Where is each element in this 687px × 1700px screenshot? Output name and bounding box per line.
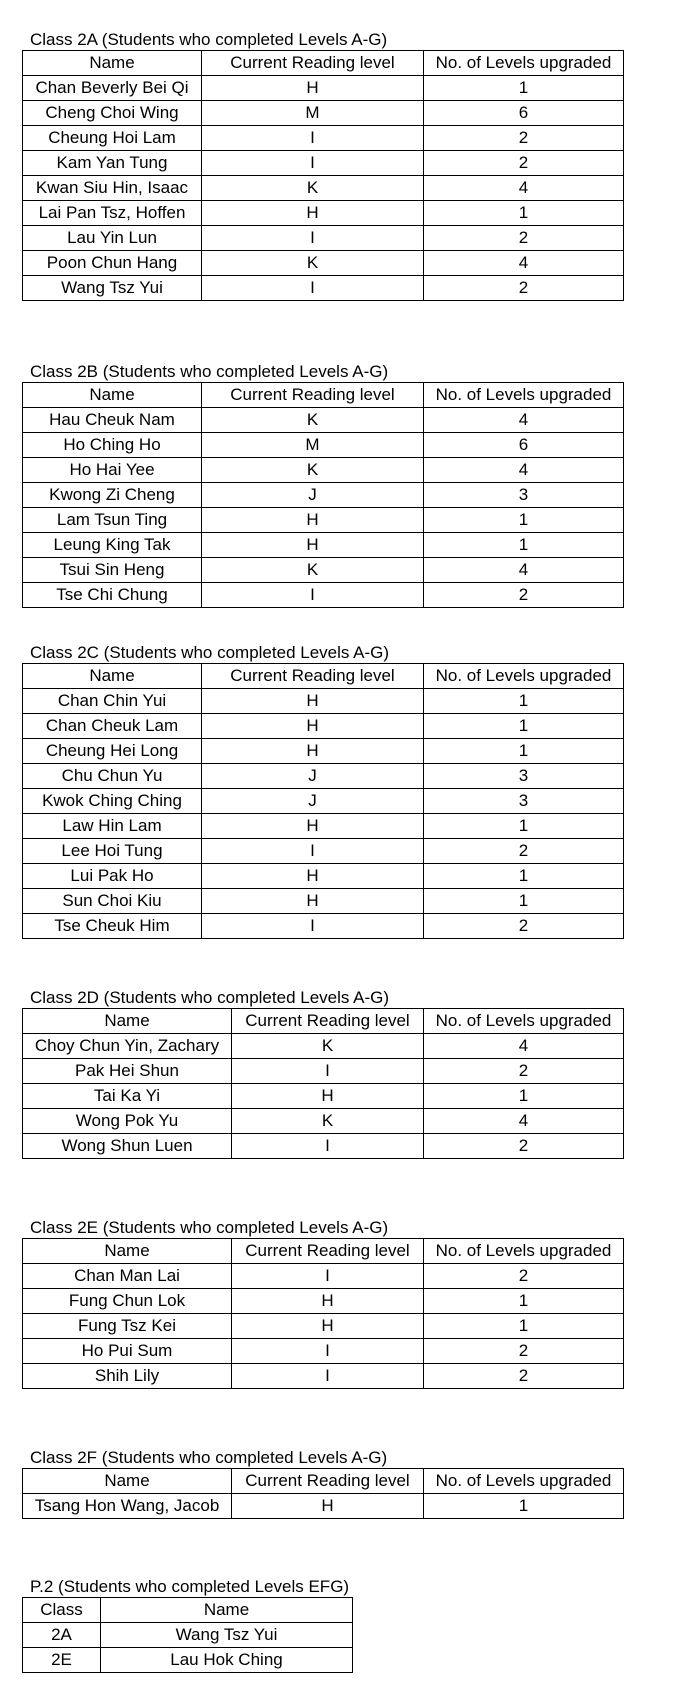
levels-upgraded: 2 — [424, 1134, 624, 1159]
reading-level: I — [232, 1339, 424, 1364]
class-section — [22, 643, 624, 939]
student-name: Lam Tsun Ting — [23, 508, 202, 533]
section-caption: Class 2E (Students who completed Levels A-G) — [30, 1218, 389, 1237]
student-name: Sun Choi Kiu — [23, 889, 202, 914]
levels-upgraded: 1 — [424, 1084, 624, 1109]
student-name: Chu Chun Yu — [23, 764, 202, 789]
reading-level: H — [202, 889, 424, 914]
reading-level: I — [202, 839, 424, 864]
table-row — [23, 689, 624, 714]
reading-level: H — [202, 714, 424, 739]
levels-upgraded: 6 — [424, 433, 624, 458]
header-name: Name — [23, 1469, 232, 1494]
reading-level: K — [202, 558, 424, 583]
header-levels-upgraded: No. of Levels upgraded — [424, 1239, 624, 1264]
table-row — [23, 789, 624, 814]
class-section — [22, 1448, 624, 1519]
header-reading-level: Current Reading level — [232, 1469, 424, 1494]
levels-upgraded: 1 — [424, 739, 624, 764]
header-name: Name — [23, 383, 202, 408]
reading-level: H — [232, 1494, 424, 1519]
reading-level: I — [202, 151, 424, 176]
student-name: Wong Pok Yu — [23, 1109, 232, 1134]
table-row — [23, 483, 624, 508]
section-caption: Class 2C (Students who completed Levels A-G) — [30, 643, 390, 662]
table-header-row — [23, 664, 624, 689]
table-header-row — [23, 383, 624, 408]
student-name: Wang Tsz Yui — [101, 1623, 353, 1648]
table-row — [23, 814, 624, 839]
header-levels-upgraded: No. of Levels upgraded — [424, 51, 624, 76]
reading-level: K — [202, 176, 424, 201]
levels-upgraded: 4 — [424, 558, 624, 583]
class-section — [22, 362, 624, 608]
table-header-row — [23, 1598, 353, 1623]
reading-level: H — [202, 864, 424, 889]
table-row — [23, 914, 624, 939]
reading-level: K — [202, 458, 424, 483]
levels-upgraded: 2 — [424, 226, 624, 251]
levels-upgraded: 2 — [424, 1364, 624, 1389]
student-name: Ho Hai Yee — [23, 458, 202, 483]
student-name: Tsang Hon Wang, Jacob — [23, 1494, 232, 1519]
student-name: Fung Chun Lok — [23, 1289, 232, 1314]
student-name: Kwan Siu Hin, Isaac — [23, 176, 202, 201]
reading-level: I — [232, 1264, 424, 1289]
reading-level: I — [202, 226, 424, 251]
student-name: Fung Tsz Kei — [23, 1314, 232, 1339]
student-name: Cheung Hei Long — [23, 739, 202, 764]
header-name: Name — [23, 664, 202, 689]
table-row — [23, 1364, 624, 1389]
levels-upgraded: 2 — [424, 914, 624, 939]
reading-level: K — [202, 251, 424, 276]
student-name: Poon Chun Hang — [23, 251, 202, 276]
levels-upgraded: 2 — [424, 126, 624, 151]
class-section — [22, 988, 624, 1159]
levels-upgraded: 1 — [424, 508, 624, 533]
header-name: Name — [23, 51, 202, 76]
student-name: Cheng Choi Wing — [23, 101, 202, 126]
levels-upgraded: 1 — [424, 864, 624, 889]
student-name: Leung King Tak — [23, 533, 202, 558]
table-row — [23, 1134, 624, 1159]
reading-level: M — [202, 101, 424, 126]
p2-section — [22, 1577, 353, 1673]
table-row — [23, 1314, 624, 1339]
table-row — [23, 201, 624, 226]
table-row — [23, 558, 624, 583]
table-row — [23, 226, 624, 251]
header-levels-upgraded: No. of Levels upgraded — [424, 1469, 624, 1494]
reading-level: K — [232, 1109, 424, 1134]
levels-upgraded: 4 — [424, 1109, 624, 1134]
reading-level: H — [232, 1289, 424, 1314]
class-code: 2A — [23, 1623, 101, 1648]
student-name: Ho Ching Ho — [23, 433, 202, 458]
student-name: Lee Hoi Tung — [23, 839, 202, 864]
table-header-row — [23, 1009, 624, 1034]
reading-level: H — [202, 739, 424, 764]
table-row — [23, 839, 624, 864]
student-name: Kwong Zi Cheng — [23, 483, 202, 508]
table-row — [23, 1289, 624, 1314]
student-name: Kwok Ching Ching — [23, 789, 202, 814]
student-name: Choy Chun Yin, Zachary — [23, 1034, 232, 1059]
student-name: Law Hin Lam — [23, 814, 202, 839]
student-name: Chan Chin Yui — [23, 689, 202, 714]
section-caption: Class 2D (Students who completed Levels A-G) — [30, 988, 390, 1007]
student-name: Shih Lily — [23, 1364, 232, 1389]
table-header-row — [23, 1239, 624, 1264]
levels-upgraded: 2 — [424, 1339, 624, 1364]
reading-level: H — [202, 508, 424, 533]
p2-table — [22, 1597, 353, 1673]
table-row — [23, 1264, 624, 1289]
header-reading-level: Current Reading level — [202, 51, 424, 76]
class-code: 2E — [23, 1648, 101, 1673]
reading-level: H — [232, 1084, 424, 1109]
student-name: Wong Shun Luen — [23, 1134, 232, 1159]
levels-upgraded: 2 — [424, 151, 624, 176]
reading-level: J — [202, 483, 424, 508]
reading-level: H — [202, 814, 424, 839]
table-row — [23, 251, 624, 276]
student-name: Tse Chi Chung — [23, 583, 202, 608]
table-row — [23, 101, 624, 126]
levels-upgraded: 2 — [424, 276, 624, 301]
header-reading-level: Current Reading level — [202, 383, 424, 408]
levels-upgraded: 1 — [424, 689, 624, 714]
class-table — [22, 663, 624, 939]
header-reading-level: Current Reading level — [202, 664, 424, 689]
levels-upgraded: 3 — [424, 483, 624, 508]
student-name: Lui Pak Ho — [23, 864, 202, 889]
class-table — [22, 1008, 624, 1159]
levels-upgraded: 3 — [424, 764, 624, 789]
table-row — [23, 714, 624, 739]
levels-upgraded: 2 — [424, 583, 624, 608]
reading-level: I — [232, 1134, 424, 1159]
levels-upgraded: 2 — [424, 839, 624, 864]
levels-upgraded: 2 — [424, 1059, 624, 1084]
levels-upgraded: 1 — [424, 889, 624, 914]
table-row — [23, 1648, 353, 1673]
reading-level: H — [202, 201, 424, 226]
reading-level: K — [232, 1034, 424, 1059]
header-reading-level: Current Reading level — [232, 1009, 424, 1034]
student-name: Hau Cheuk Nam — [23, 408, 202, 433]
section-caption: Class 2B (Students who completed Levels A-G) — [30, 362, 389, 381]
table-row — [23, 176, 624, 201]
table-row — [23, 533, 624, 558]
class-section — [22, 1218, 624, 1389]
header-reading-level: Current Reading level — [232, 1239, 424, 1264]
student-name: Kam Yan Tung — [23, 151, 202, 176]
levels-upgraded: 1 — [424, 201, 624, 226]
table-row — [23, 889, 624, 914]
section-caption: Class 2F (Students who completed Levels A-G) — [30, 1448, 388, 1467]
table-row — [23, 739, 624, 764]
header-name: Name — [23, 1009, 232, 1034]
table-header-row — [23, 1469, 624, 1494]
reading-level: J — [202, 789, 424, 814]
table-row — [23, 864, 624, 889]
reading-level: H — [202, 689, 424, 714]
levels-upgraded: 3 — [424, 789, 624, 814]
section-caption: Class 2A (Students who completed Levels A-G) — [30, 30, 388, 49]
student-name: Chan Cheuk Lam — [23, 714, 202, 739]
levels-upgraded: 4 — [424, 458, 624, 483]
reading-level: I — [202, 583, 424, 608]
reading-level: J — [202, 764, 424, 789]
table-row — [23, 151, 624, 176]
levels-upgraded: 4 — [424, 408, 624, 433]
reading-level: H — [232, 1314, 424, 1339]
reading-level: H — [202, 76, 424, 101]
reading-level: H — [202, 533, 424, 558]
table-row — [23, 1084, 624, 1109]
student-name: Cheung Hoi Lam — [23, 126, 202, 151]
reading-level: I — [202, 276, 424, 301]
levels-upgraded: 1 — [424, 1289, 624, 1314]
table-row — [23, 508, 624, 533]
header-name: Name — [101, 1598, 353, 1623]
levels-upgraded: 1 — [424, 76, 624, 101]
header-levels-upgraded: No. of Levels upgraded — [424, 1009, 624, 1034]
class-section — [22, 30, 624, 301]
table-row — [23, 1494, 624, 1519]
class-table — [22, 1238, 624, 1389]
reading-level: I — [202, 914, 424, 939]
reading-level: M — [202, 433, 424, 458]
header-levels-upgraded: No. of Levels upgraded — [424, 383, 624, 408]
student-name: Lai Pan Tsz, Hoffen — [23, 201, 202, 226]
student-name: Ho Pui Sum — [23, 1339, 232, 1364]
levels-upgraded: 1 — [424, 714, 624, 739]
student-name: Chan Man Lai — [23, 1264, 232, 1289]
table-row — [23, 583, 624, 608]
student-name: Tai Ka Yi — [23, 1084, 232, 1109]
levels-upgraded: 4 — [424, 176, 624, 201]
reading-level: K — [202, 408, 424, 433]
class-table — [22, 50, 624, 301]
header-name: Name — [23, 1239, 232, 1264]
class-table — [22, 382, 624, 608]
table-row — [23, 1109, 624, 1134]
student-name: Lau Yin Lun — [23, 226, 202, 251]
student-name: Pak Hei Shun — [23, 1059, 232, 1084]
levels-upgraded: 2 — [424, 1264, 624, 1289]
reading-level: I — [202, 126, 424, 151]
table-row — [23, 1034, 624, 1059]
header-levels-upgraded: No. of Levels upgraded — [424, 664, 624, 689]
student-name: Chan Beverly Bei Qi — [23, 76, 202, 101]
student-name: Tse Cheuk Him — [23, 914, 202, 939]
table-row — [23, 1059, 624, 1084]
class-table — [22, 1468, 624, 1519]
section-caption: P.2 (Students who completed Levels EFG) — [30, 1577, 350, 1596]
reading-level: I — [232, 1059, 424, 1084]
student-name: Lau Hok Ching — [101, 1648, 353, 1673]
levels-upgraded: 4 — [424, 251, 624, 276]
table-row — [23, 276, 624, 301]
levels-upgraded: 1 — [424, 1494, 624, 1519]
student-name: Wang Tsz Yui — [23, 276, 202, 301]
table-row — [23, 408, 624, 433]
table-row — [23, 433, 624, 458]
reading-level: I — [232, 1364, 424, 1389]
table-row — [23, 764, 624, 789]
student-name: Tsui Sin Heng — [23, 558, 202, 583]
levels-upgraded: 1 — [424, 1314, 624, 1339]
table-header-row — [23, 51, 624, 76]
header-class: Class — [23, 1598, 101, 1623]
levels-upgraded: 1 — [424, 533, 624, 558]
table-row — [23, 1623, 353, 1648]
levels-upgraded: 6 — [424, 101, 624, 126]
table-row — [23, 76, 624, 101]
levels-upgraded: 4 — [424, 1034, 624, 1059]
table-row — [23, 126, 624, 151]
table-row — [23, 458, 624, 483]
table-row — [23, 1339, 624, 1364]
levels-upgraded: 1 — [424, 814, 624, 839]
